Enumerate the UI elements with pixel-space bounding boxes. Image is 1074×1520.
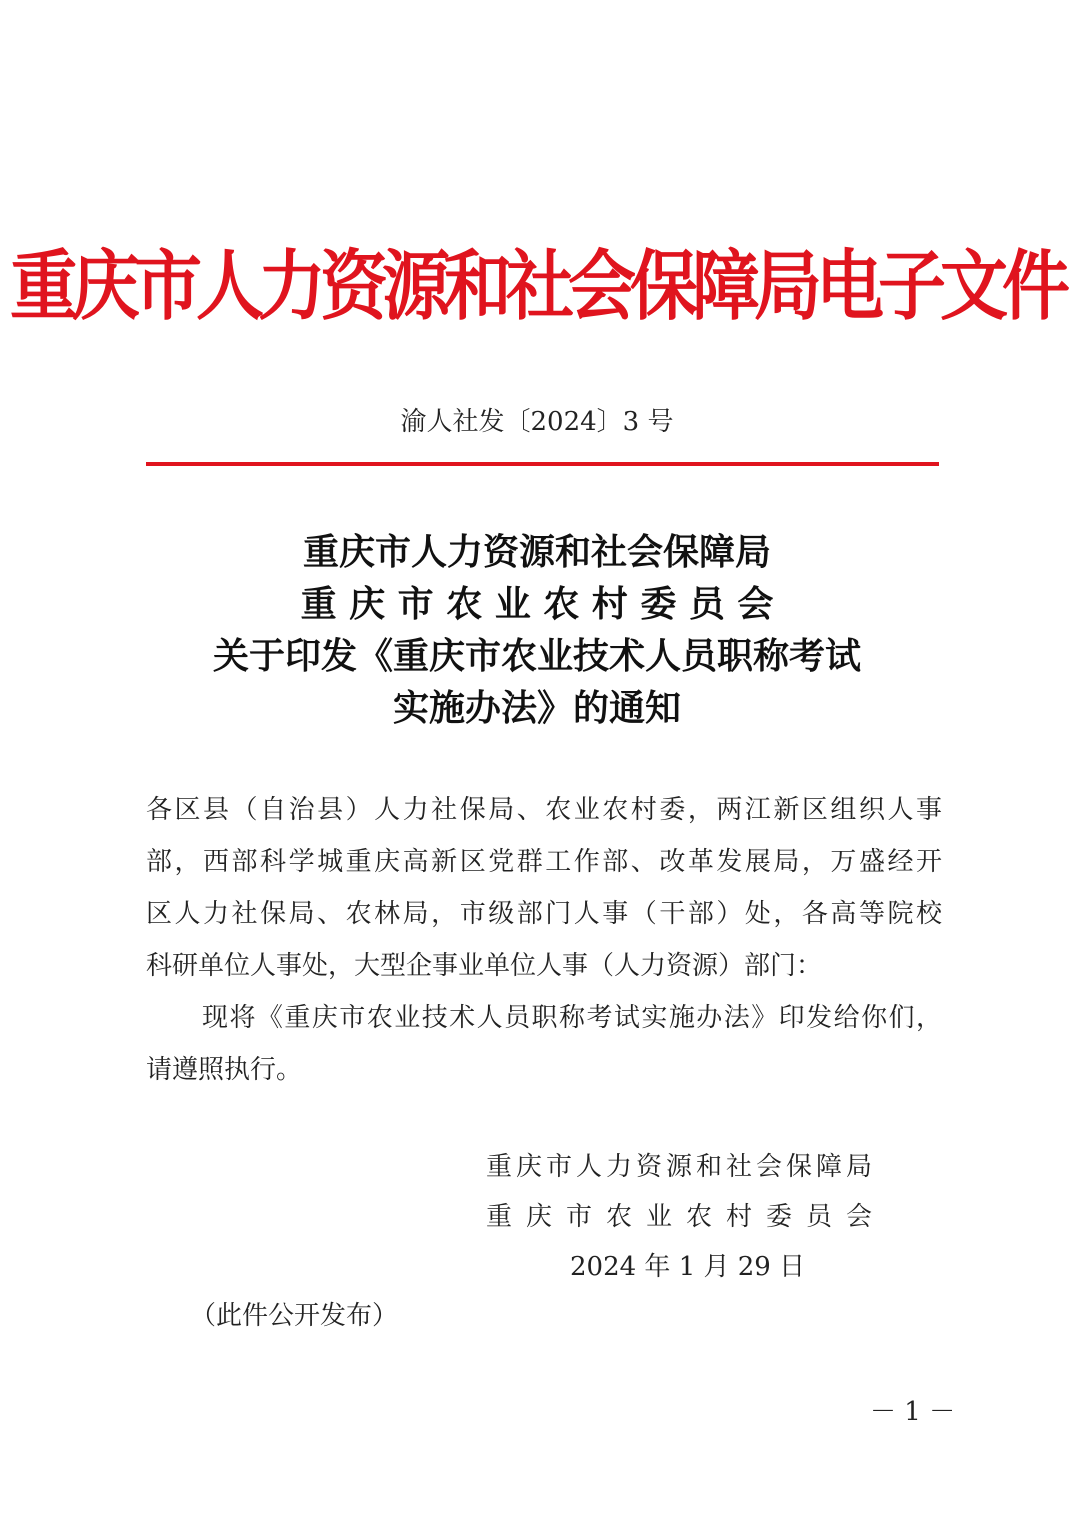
signature-org-1: 重庆市人力资源和社会保障局: [486, 1152, 872, 1182]
recipients-line-1: 各区县（自治县）人力社保局、农业农村委，两江新区组织人事: [146, 795, 942, 825]
document-title: [0, 526, 1074, 734]
red-divider-line: [146, 462, 939, 466]
title-line-4: 实施办法》的通知: [392, 687, 681, 729]
document-number: 渝人社发〔2024〕3 号: [400, 407, 674, 437]
recipients-line-2: 部，西部科学城重庆高新区党群工作部、改革发展局，万盛经开: [146, 847, 942, 877]
title-line-3: 关于印发《重庆市农业技术人员职称考试: [212, 635, 861, 677]
public-release-note: （此件公开发布）: [190, 1301, 399, 1331]
paragraph-line-1: 现将《重庆市农业技术人员职称考试实施办法》印发给你们，: [202, 1003, 942, 1033]
title-line-1: 重庆市人力资源和社会保障局: [302, 531, 771, 573]
paragraph-line-2: 请遵照执行。: [146, 1055, 303, 1085]
recipients-line-4: 科研单位人事处，大型企事业单位人事（人力资源）部门：: [146, 951, 823, 981]
signature-date: 2024 年 1 月 29 日: [570, 1252, 806, 1282]
red-letterhead-title: 重庆市人力资源和社会保障局电子文件: [9, 243, 1064, 332]
page-number: － 1 －: [870, 1397, 956, 1427]
signature-org-2: 重 庆 市 农 业 农 村 委 员 会: [486, 1202, 872, 1232]
title-line-2: 重 庆 市 农 业 农 村 委 员 会: [300, 583, 774, 625]
signature-block: [486, 1142, 872, 1292]
recipients-line-3: 区人力社保局、农林局，市级部门人事（干部）处，各高等院校: [146, 899, 942, 929]
document-body: [146, 784, 942, 1096]
